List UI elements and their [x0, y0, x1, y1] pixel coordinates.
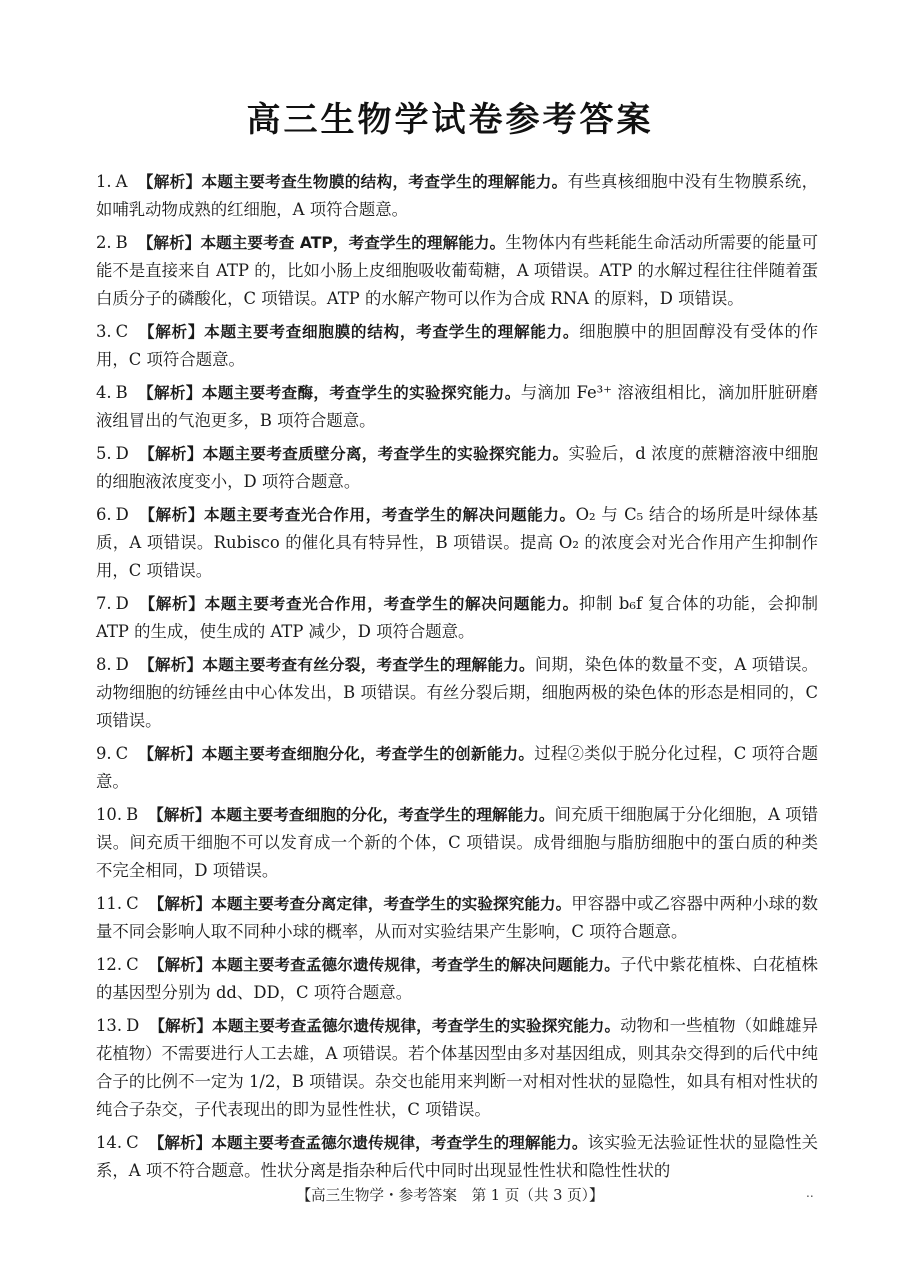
analysis-tag: 【解析】	[138, 656, 203, 674]
answer-item	[86, 740, 818, 796]
explanation-text: 动物和一些植物（如雌雄异花植物）不需要进行人工去雄，A 项错误。若个体基因型由多对基因组成，则其杂交得到的后代中纯合子的比例不一定为 1/2，B 项错误。杂交也能用来判断一对相对性状的显隐性，如具有相对性状的纯合子杂交，子代表现出的即为显性性状，C 项错误。	[96, 1016, 818, 1119]
question-number: 6.	[96, 505, 112, 524]
analysis-tag: 【解析】	[138, 745, 202, 763]
analysis-tag: 【解析】	[148, 806, 211, 824]
topic-summary: 本题主要考查质壁分离，考查学生的实验探究能力。	[202, 445, 569, 463]
question-number: 3.	[96, 322, 112, 341]
topic-summary: 本题主要考查光合作用，考查学生的解决问题能力。	[204, 595, 579, 613]
answer-item	[86, 890, 818, 946]
explanation-text: 甲容器中或乙容器中两种小球的数量不同会影响人取不同种小球的概率，从而对实验结果产生影响，C 项符合题意。	[96, 894, 818, 941]
answer-item	[86, 501, 818, 585]
explanation-text: 与滴加 Fe³⁺ 溶液组相比，滴加肝脏研磨液组冒出的气泡更多，B 项符合题意。	[96, 383, 818, 430]
analysis-tag: 【解析】	[138, 323, 205, 341]
corner-mark: ..	[806, 1186, 814, 1200]
answer-letter: C	[126, 894, 139, 913]
question-number: 13.	[96, 1016, 123, 1035]
analysis-tag: 【解析】	[137, 173, 202, 191]
page-title: 高三生物学试卷参考答案	[246, 100, 654, 140]
answer-letter: D	[126, 1016, 140, 1035]
answer-letter: B	[115, 233, 128, 252]
answer-item	[86, 590, 818, 646]
question-number: 11.	[96, 894, 123, 913]
topic-summary: 本题主要考查孟德尔遗传规律，考查学生的理解能力。	[211, 1134, 588, 1152]
answer-letter: D	[115, 594, 129, 613]
question-number: 4.	[96, 383, 112, 402]
explanation-text: 子代中紫花植株、白花植株的基因型分别为 dd、DD，C 项符合题意。	[96, 955, 818, 1002]
topic-summary: 本题主要考查 ATP，考查学生的理解能力。	[200, 234, 506, 252]
answer-item	[86, 1012, 818, 1124]
answer-letter: A	[115, 172, 128, 191]
topic-summary: 本题主要考查生物膜的结构，考查学生的理解能力。	[201, 173, 568, 191]
analysis-tag: 【解析】	[138, 595, 205, 613]
topic-summary: 本题主要考查分离定律，考查学生的实验探究能力。	[211, 895, 572, 913]
answer-item	[86, 651, 818, 735]
answer-item	[86, 951, 818, 1007]
explanation-text: 该实验无法验证性状的显隐性关系，A 项不符合题意。性状分离是指杂种后代中同时出现显性性状和隐性性状的	[96, 1133, 818, 1180]
answer-letter: B	[126, 805, 139, 824]
analysis-tag: 【解析】	[137, 234, 201, 252]
analysis-tag: 【解析】	[137, 384, 202, 402]
explanation-text: 抑制 b₆f 复合体的功能，会抑制 ATP 的生成，使生成的 ATP 减少，D 项符合题意。	[96, 594, 818, 641]
answer-letter: C	[126, 1133, 139, 1152]
question-number: 12.	[96, 955, 123, 974]
question-number: 10.	[96, 805, 123, 824]
analysis-tag: 【解析】	[138, 506, 204, 524]
question-number: 2.	[96, 233, 112, 252]
answer-item	[86, 229, 818, 313]
page-footer: 【高三生物学・参考答案 第 1 页（共 3 页）】	[296, 1187, 604, 1204]
topic-summary: 本题主要考查酶，考查学生的实验探究能力。	[201, 384, 521, 402]
answer-item	[86, 801, 818, 885]
topic-summary: 本题主要考查光合作用，考查学生的解决问题能力。	[204, 506, 576, 524]
answer-item	[86, 168, 818, 224]
topic-summary: 本题主要考查孟德尔遗传规律，考查学生的实验探究能力。	[212, 1017, 621, 1035]
question-number: 5.	[96, 444, 112, 463]
answer-item	[86, 440, 818, 496]
question-number: 8.	[96, 655, 112, 674]
topic-summary: 本题主要考查孟德尔遗传规律，考查学生的解决问题能力。	[211, 956, 621, 974]
answer-item	[86, 318, 818, 374]
answer-letter: C	[126, 955, 139, 974]
question-number: 9.	[96, 744, 112, 763]
question-number: 7.	[96, 594, 112, 613]
answer-letter: C	[115, 744, 129, 763]
explanation-text: 有些真核细胞中没有生物膜系统，如哺乳动物成熟的红细胞，A 项符合题意。	[96, 172, 818, 219]
answer-letter: D	[115, 655, 129, 674]
explanation-text: 实验后，d 浓度的蔗糖溶液中细胞的细胞液浓度变小，D 项符合题意。	[96, 444, 818, 491]
explanation-text: 生物体内有些耗能生命活动所需要的能量可能不是直接来自 ATP 的，比如小肠上皮细胞吸收葡萄糖，A 项错误。ATP 的水解过程往往伴随着蛋白质分子的磷酸化，C 项错误。ATP 的水解产物可以作为合成 RNA 的原料，D 项错误。	[96, 233, 818, 308]
analysis-tag: 【解析】	[148, 956, 212, 974]
explanation-text: 过程②类似于脱分化过程，C 项符合题意。	[96, 744, 818, 791]
question-number: 1.	[96, 172, 112, 191]
analysis-tag: 【解析】	[148, 895, 212, 913]
answer-letter: C	[115, 322, 129, 341]
answer-item	[86, 379, 818, 435]
explanation-text: 细胞膜中的胆固醇没有受体的作用，C 项符合题意。	[96, 322, 818, 369]
answer-item	[86, 1129, 818, 1185]
analysis-tag: 【解析】	[149, 1017, 213, 1035]
answer-letter: D	[115, 505, 129, 524]
analysis-tag: 【解析】	[138, 445, 203, 463]
topic-summary: 本题主要考查细胞膜的结构，考查学生的理解能力。	[204, 323, 580, 341]
question-number: 14.	[96, 1133, 123, 1152]
answer-list	[86, 168, 818, 1190]
explanation-text: 间充质干细胞属于分化细胞，A 项错误。间充质干细胞不可以发育成一个新的个体，C 项错误。成骨细胞与脂肪细胞中的蛋白质的种类不完全相同，D 项错误。	[96, 805, 818, 880]
explanation-text: O₂ 与 C₅ 结合的场所是叶绿体基质，A 项错误。Rubisco 的催化具有特异性，B 项错误。提高 O₂ 的浓度会对光合作用产生抑制作用，C 项错误。	[96, 505, 818, 580]
explanation-text: 间期，染色体的数量不变，A 项错误。动物细胞的纺锤丝由中心体发出，B 项错误。有丝分裂后期，细胞两极的染色体的形态是相同的，C 项错误。	[96, 655, 818, 730]
analysis-tag: 【解析】	[148, 1134, 212, 1152]
topic-summary: 本题主要考查细胞分化，考查学生的创新能力。	[201, 745, 535, 763]
topic-summary: 本题主要考查有丝分裂，考查学生的理解能力。	[202, 656, 535, 674]
topic-summary: 本题主要考查细胞的分化，考查学生的理解能力。	[210, 806, 555, 824]
answer-letter: D	[115, 444, 129, 463]
answer-letter: B	[115, 383, 128, 402]
